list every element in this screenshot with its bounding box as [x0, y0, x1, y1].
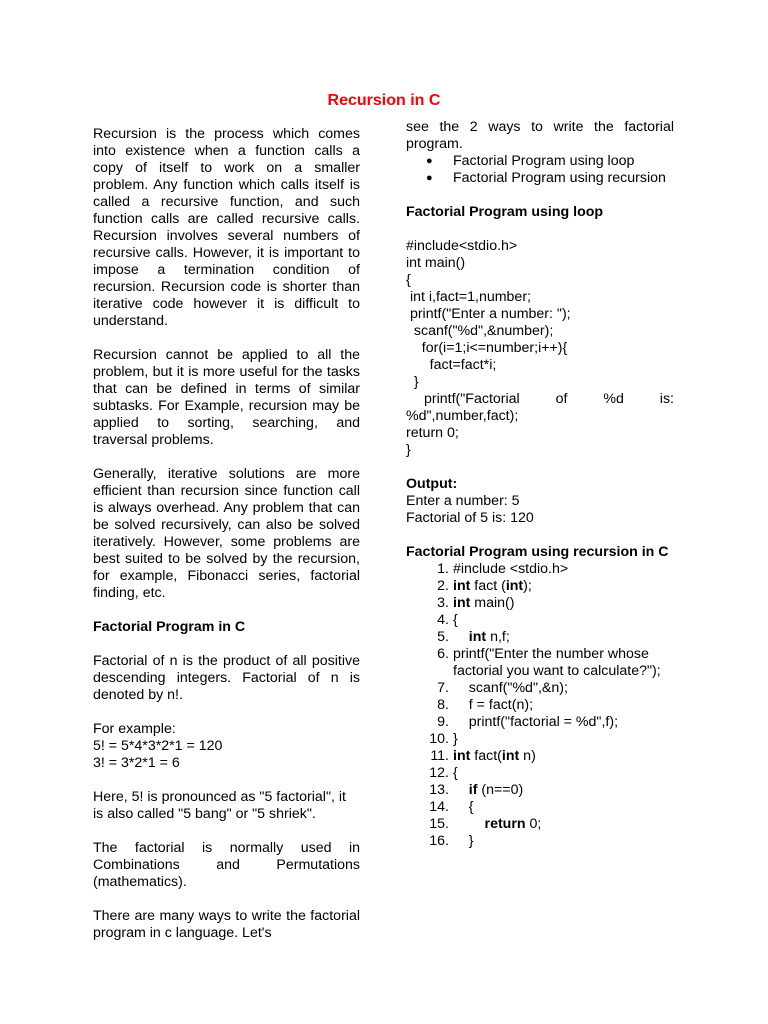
list-item: ● Factorial Program using loop [406, 153, 674, 170]
code-keyword: int [453, 748, 471, 764]
code-text: fact( [470, 748, 502, 764]
line-number: 16. [429, 833, 449, 849]
ways-list [406, 153, 674, 187]
applicability-paragraph: Recursion cannot be applied to all the problem, but it is more useful for the tasks that can be defined in terms of similar subtasks. For Example, recursion may be applied to sorting, searching, and traversal problems. [93, 347, 360, 448]
line-number: 13. [429, 782, 449, 798]
line-number: 14. [429, 799, 449, 815]
code-line: printf("Factorial of %d is: %d",number,fact); [406, 391, 674, 424]
code-text: scanf("%d",&n); [453, 680, 568, 696]
line-number: 11. [430, 748, 449, 764]
code-line: scanf("%d",&number); [406, 323, 554, 339]
ways-paragraph: There are many ways to write the factorial program in c language. Let's [93, 908, 360, 941]
code-text: ); [523, 578, 532, 594]
code-line [406, 765, 674, 782]
line-number: 10. [429, 731, 449, 747]
loop-heading: Factorial Program using loop [406, 204, 604, 220]
output-line-1: Enter a number: 5 [406, 493, 520, 509]
code-text: n) [519, 748, 536, 764]
code-line [406, 561, 674, 578]
left-column [93, 126, 360, 942]
code-text: #include <stdio.h> [453, 561, 569, 577]
code-text: { [453, 799, 474, 815]
code-keyword: int [453, 595, 471, 611]
code-line [406, 816, 674, 833]
code-text: (n==0) [477, 782, 524, 798]
code-text [453, 816, 485, 832]
iterative-paragraph: Generally, iterative solutions are more efficient than recursion since function call is always overhead. Any problem that can be solved recursively, can also be solved iteratively. However, some problems are best suited to be solved by the recursion, for example, Fibonacci series, factorial finding, etc. [93, 466, 360, 601]
code-text: } [453, 833, 474, 849]
code-line [406, 714, 674, 731]
code-keyword: return [484, 816, 526, 832]
line-number: 7. [437, 680, 449, 696]
code-line [406, 612, 674, 629]
code-line: fact=fact*i; [406, 357, 497, 373]
code-line: int main() [406, 255, 466, 271]
code-text: fact ( [470, 578, 506, 594]
code-line: printf("Enter a number: "); [406, 306, 571, 322]
code-keyword: int [501, 748, 520, 764]
line-number: 3. [437, 595, 449, 611]
list-item: ● Factorial Program using recursion [406, 170, 674, 187]
code-text: printf("Enter the number whose factorial you want to calculate?"); [453, 646, 661, 679]
example-line-2: 3! = 3*2*1 = 6 [93, 755, 180, 771]
code-text: n,f; [486, 629, 510, 645]
line-number: 8. [437, 697, 449, 713]
code-text: { [453, 612, 458, 628]
example-label: For example: [93, 721, 176, 737]
code-text: main() [470, 595, 515, 611]
code-line: for(i=1;i<=number;i++){ [406, 340, 568, 356]
recursion-heading: Factorial Program using recursion in C [406, 544, 669, 560]
line-number: 1. [437, 561, 449, 577]
recursion-code-block [406, 561, 674, 850]
code-text [453, 629, 469, 645]
code-line [406, 680, 674, 697]
intro-paragraph: Recursion is the process which comes into existence when a function calls a copy of itself to work on a smaller problem. Any function which calls itself is called a recursive function, and such function calls are called recursive calls. Recursion involves several numbers of recursive calls. However, it is important to impose a termination condition of recursion. Recursion code is shorter than iterative code however it is difficult to understand. [93, 126, 360, 329]
code-line [406, 629, 674, 646]
code-line [406, 748, 674, 765]
code-text: { [453, 765, 458, 781]
code-line [406, 578, 674, 595]
code-line [406, 799, 674, 816]
line-number: 6. [437, 646, 449, 662]
code-text: 0; [525, 816, 542, 832]
pronunciation-paragraph: Here, 5! is pronounced as "5 factorial", it is also called "5 bang" or "5 shriek". [93, 789, 346, 822]
code-line [406, 731, 674, 748]
code-line: #include<stdio.h> [406, 238, 518, 254]
code-line: { [406, 272, 411, 288]
code-text: } [453, 731, 458, 747]
code-line: } [406, 442, 411, 458]
loop-code-block [406, 238, 674, 459]
code-text [453, 782, 469, 798]
code-keyword: int [453, 578, 471, 594]
code-keyword: int [468, 629, 487, 645]
code-line: return 0; [406, 425, 459, 441]
factorial-heading: Factorial Program in C [93, 619, 246, 635]
line-number: 15. [429, 816, 449, 832]
code-line [406, 833, 674, 850]
factorial-definition: Factorial of n is the product of all positive descending integers. Factorial of n is denoted by n!. [93, 653, 360, 703]
code-line [406, 595, 674, 612]
example-line-1: 5! = 5*4*3*2*1 = 120 [93, 738, 223, 754]
code-line [406, 782, 674, 799]
line-number: 9. [437, 714, 449, 730]
line-number: 12. [429, 765, 449, 781]
ways-continuation: see the 2 ways to write the factorial program. [406, 119, 674, 152]
code-keyword: int [505, 578, 524, 594]
right-column [406, 119, 674, 850]
code-line [406, 697, 674, 714]
line-number: 5. [437, 629, 449, 645]
code-keyword: if [468, 782, 478, 798]
code-text: f = fact(n); [453, 697, 534, 713]
output-line-2: Factorial of 5 is: 120 [406, 510, 534, 526]
code-line: } [406, 374, 419, 390]
usage-paragraph: The factorial is normally used in Combinations and Permutations (mathematics). [93, 840, 360, 890]
code-line [406, 646, 674, 680]
code-line: int i,fact=1,number; [406, 289, 531, 305]
line-number: 2. [437, 578, 449, 594]
code-text: printf("factorial = %d",f); [453, 714, 619, 730]
output-label: Output: [406, 476, 458, 492]
page-title: Recursion in C [327, 92, 441, 109]
line-number: 4. [437, 612, 449, 628]
